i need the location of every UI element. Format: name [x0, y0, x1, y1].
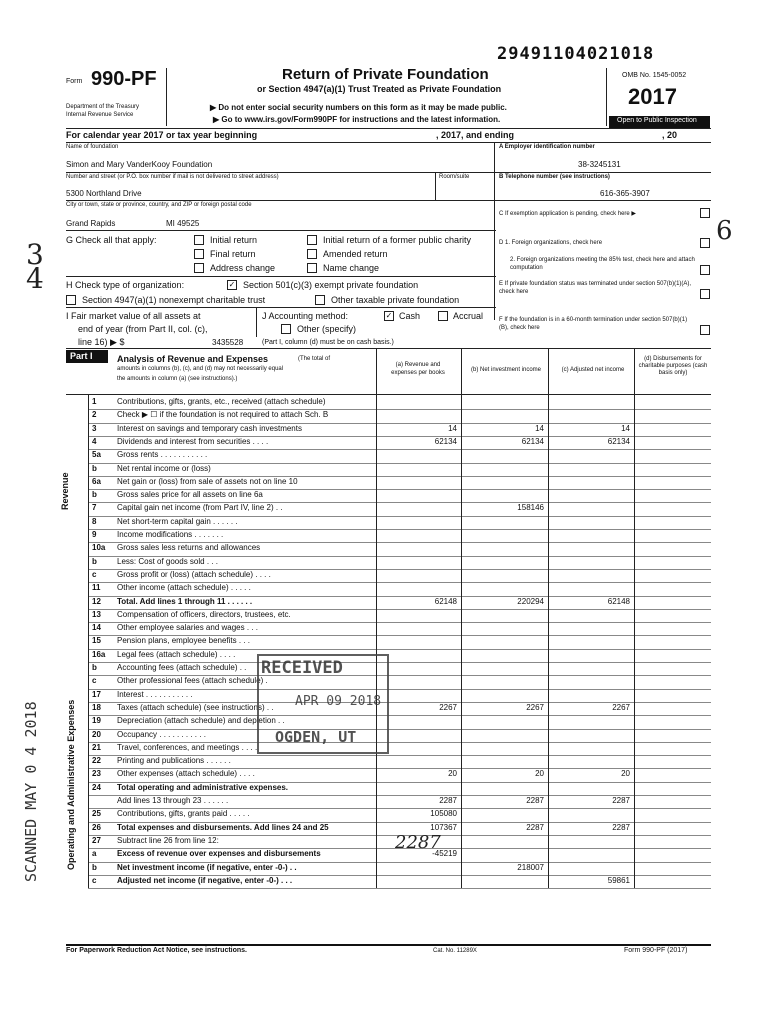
- foreign-org-checkbox[interactable]: [700, 238, 710, 248]
- row-label: Adjusted net income (if negative, enter -0-) . . .: [117, 875, 293, 885]
- cell-col-a[interactable]: -45219: [432, 849, 457, 859]
- 501c3-label: Section 501(c)(3) exempt private foundation: [243, 280, 419, 290]
- form-prefix: Form: [66, 78, 83, 85]
- dept-line2: Internal Revenue Service: [66, 112, 134, 118]
- notice-instructions: ▶ Go to www.irs.gov/Form990PF for instructions and the latest information.: [213, 115, 501, 124]
- foreign-85-label: 2. Foreign organizations meeting the 85% test, check here and attach computation: [510, 257, 695, 271]
- row-number: 5a: [92, 450, 101, 460]
- row-number: 12: [92, 596, 101, 606]
- cash-basis-note: (Part I, column (d) must be on cash basis.): [262, 339, 394, 346]
- form-title: Return of Private Foundation: [282, 66, 489, 83]
- row-number: 2: [92, 410, 97, 420]
- tax-year: 2017: [628, 84, 677, 109]
- row-label: Travel, conferences, and meetings . . . .: [117, 742, 258, 752]
- row-number: 20: [92, 729, 101, 739]
- phone-label: B Telephone number (see instructions): [499, 174, 610, 180]
- amended-return-checkbox[interactable]: [307, 249, 317, 259]
- fmv-value[interactable]: 3435528: [212, 338, 244, 347]
- row-number: 16a: [92, 649, 106, 659]
- row-label: Net short-term capital gain . . . . . .: [117, 516, 238, 526]
- row-number: b: [92, 663, 97, 672]
- row-label: Check ▶ ☐ if the foundation is not required to attach Sch. B: [117, 410, 329, 420]
- column-divider: [548, 394, 549, 888]
- termination-60month-checkbox[interactable]: [700, 325, 710, 335]
- final-return-label: Final return: [210, 249, 256, 259]
- state-zip[interactable]: MI 49525: [166, 219, 200, 228]
- row-number: 22: [92, 756, 101, 766]
- cell-col-a[interactable]: 20: [448, 769, 457, 779]
- row-label: Interest on savings and temporary cash investments: [117, 423, 302, 433]
- part-title: Analysis of Revenue and Expenses: [117, 354, 269, 364]
- exemption-pending-checkbox[interactable]: [700, 208, 710, 218]
- foreign-org-label: D 1. Foreign organizations, check here: [499, 240, 603, 246]
- row-label: Excess of revenue over expenses and disbursements: [117, 849, 321, 859]
- cell-col-c[interactable]: 14: [621, 423, 630, 433]
- row-number: 7: [92, 503, 97, 513]
- row-number: a: [92, 849, 97, 859]
- cell-col-a[interactable]: 62148: [434, 596, 457, 606]
- row-number: c: [92, 875, 97, 885]
- row-number: b: [92, 862, 97, 872]
- cell-col-b[interactable]: 2267: [526, 702, 544, 712]
- g-check-label: G Check all that apply:: [66, 235, 157, 245]
- row-label: Total expenses and disbursements. Add lines 24 and 25: [117, 822, 329, 832]
- ein-value[interactable]: 38-3245131: [578, 160, 621, 169]
- column-divider: [461, 394, 462, 888]
- row-number: 1: [92, 397, 97, 406]
- part-desc3: the amounts in column (a) (see instructions).): [117, 376, 238, 382]
- cell-col-c[interactable]: 59861: [607, 875, 630, 885]
- catalog-number: Cat. No. 11289X: [433, 948, 477, 954]
- row-label: Gross profit or (loss) (attach schedule) . . . .: [117, 569, 271, 579]
- cell-col-b[interactable]: 218007: [517, 862, 544, 872]
- row-label: Total. Add lines 1 through 11 . . . . . .: [117, 596, 253, 606]
- handwritten-2287: 2287: [395, 832, 441, 853]
- fmv-line2: end of year (from Part II, col. (c),: [78, 324, 208, 334]
- row-number: 19: [92, 716, 101, 726]
- cell-col-c[interactable]: 2287: [612, 796, 630, 805]
- row-label: Dividends and interest from securities . . . .: [117, 436, 269, 446]
- accounting-method-label: J Accounting method:: [262, 311, 349, 321]
- room-suite-label: Room/suite: [439, 174, 470, 180]
- row-label: Net rental income or (loss): [117, 463, 211, 473]
- h-type-label: H Check type of organization:: [66, 280, 185, 290]
- row-number: 17: [92, 689, 101, 699]
- revenue-side-label: Revenue: [60, 472, 70, 510]
- paperwork-notice: For Paperwork Reduction Act Notice, see instructions.: [66, 947, 247, 954]
- accrual-checkbox[interactable]: [438, 311, 448, 321]
- notice-ssn: ▶ Do not enter social security numbers on this form as it may be made public.: [210, 103, 507, 112]
- row-label: Income modifications . . . . . . .: [117, 530, 224, 539]
- cell-col-b[interactable]: 20: [535, 769, 544, 779]
- terminated-507b1a-label: E If private foundation status was terminated under section 507(b)(1)(A), check here: [499, 281, 692, 295]
- handwritten-margin-4: 4: [26, 262, 44, 295]
- row-label: Compensation of officers, directors, trustees, etc.: [117, 609, 291, 619]
- row-label: Less: Cost of goods sold . . .: [117, 556, 218, 566]
- row-number: 3: [92, 423, 97, 433]
- termination-60month-label: F If the foundation is in a 60-month termination under section 507(b)(1)(B), check here: [499, 317, 688, 331]
- column-divider: [376, 394, 377, 888]
- initial-former-charity-label: Initial return of a former public charity: [323, 235, 472, 245]
- cell-col-a[interactable]: 107367: [430, 822, 457, 832]
- column-divider: [634, 394, 635, 888]
- other-taxable-label: Other taxable private foundation: [331, 295, 460, 305]
- row-number: b: [92, 556, 97, 566]
- accrual-label: Accrual: [453, 311, 484, 321]
- row-number: 13: [92, 609, 101, 619]
- received-stamp-title: RECEIVED: [261, 658, 343, 678]
- cell-col-c[interactable]: 2287: [612, 822, 630, 832]
- row-label: Pension plans, employee benefits . . .: [117, 636, 250, 646]
- cell-col-c[interactable]: 62134: [607, 436, 630, 446]
- cell-col-b[interactable]: 158146: [517, 503, 544, 513]
- row-label: Other employee salaries and wages . . .: [117, 623, 258, 633]
- cell-col-c[interactable]: 62148: [607, 596, 630, 606]
- row-number: b: [92, 490, 97, 500]
- cell-col-b[interactable]: 14: [535, 423, 544, 433]
- row-number: 8: [92, 516, 97, 526]
- row-number: 25: [92, 809, 101, 819]
- row-number: b: [92, 463, 97, 473]
- row-label: Other professional fees (attach schedule) .: [117, 676, 268, 686]
- part-tag: Part I: [70, 351, 93, 361]
- received-stamp-city: OGDEN, UT: [275, 728, 357, 746]
- calendar-year-label: For calendar year 2017 or tax year beginning: [66, 130, 258, 140]
- 501c3-checkbox[interactable]: ✓: [228, 280, 236, 289]
- row-label: Legal fees (attach schedule) . . . .: [117, 649, 236, 659]
- row-label: Add lines 13 through 23 . . . . . .: [117, 796, 229, 805]
- other-method-checkbox[interactable]: [281, 324, 291, 334]
- row-label: Contributions, gifts, grants, etc., received (attach schedule): [117, 397, 326, 406]
- cell-col-b[interactable]: 2287: [526, 796, 544, 805]
- initial-return-label: Initial return: [210, 235, 258, 245]
- cell-col-b[interactable]: 62134: [521, 436, 544, 446]
- row-label: Contributions, gifts, grants paid . . . . .: [117, 809, 250, 819]
- phone-value[interactable]: 616-365-3907: [600, 189, 650, 198]
- row-label: Gross sales price for all assets on line 6a: [117, 490, 263, 500]
- row-label: Subtract line 26 from line 12:: [117, 835, 219, 845]
- row-label: Net gain or (loss) from sale of assets not on line 10: [117, 476, 298, 486]
- row-number: 10a: [92, 543, 106, 553]
- row-label: Accounting fees (attach schedule) . .: [117, 663, 247, 672]
- cell-col-b[interactable]: 220294: [517, 596, 544, 606]
- terminated-507b1a-checkbox[interactable]: [700, 289, 710, 299]
- row-number: 14: [92, 623, 101, 633]
- row-number: 24: [92, 782, 101, 792]
- received-stamp-date: APR 09 2018: [295, 694, 382, 709]
- city-label: City or town, state or province, country, and ZIP or foreign postal code: [66, 202, 252, 208]
- city-value[interactable]: Grand Rapids: [66, 219, 116, 228]
- row-number: c: [92, 676, 97, 686]
- row-label: Capital gain net income (from Part IV, line 2) . .: [117, 503, 283, 513]
- row-number: 15: [92, 636, 101, 646]
- col-c-header: (c) Adjusted net income: [561, 367, 625, 373]
- row-label: Taxes (attach schedule) (see instructions) . .: [117, 702, 274, 712]
- cell-col-a[interactable]: 2267: [439, 702, 457, 712]
- col-a-header: (a) Revenue and expenses per books: [391, 362, 445, 376]
- final-return-checkbox[interactable]: [194, 249, 204, 259]
- received-stamp: [257, 654, 389, 754]
- tax-year-end-suffix: , 20: [662, 130, 678, 140]
- col-d-header: (d) Disbursements for charitable purposes (cash basis only): [638, 356, 708, 376]
- form-footer-id: Form 990-PF (2017): [624, 947, 688, 954]
- row-divider: [88, 888, 711, 889]
- form-subtitle: or Section 4947(a)(1) Trust Treated as Private Foundation: [257, 84, 502, 94]
- part-desc2: amounts in columns (b), (c), and (d) may not necessarily equal: [117, 366, 284, 372]
- omb-number: OMB No. 1545-0052: [622, 72, 687, 79]
- row-number: 21: [92, 742, 101, 752]
- exemption-pending-label: C If exemption application is pending, check here ▶: [499, 211, 637, 217]
- cell-col-a[interactable]: 105080: [430, 809, 457, 819]
- row-label: Interest . . . . . . . . . . .: [117, 689, 193, 699]
- tax-year-ending-label: , 2017, and ending: [436, 130, 515, 140]
- row-number: 11: [92, 583, 101, 593]
- row-number: 27: [92, 835, 101, 845]
- row-label: Total operating and administrative expenses.: [117, 782, 289, 792]
- other-method-label: Other (specify): [297, 324, 357, 334]
- cell-col-b[interactable]: 2287: [526, 822, 544, 832]
- address-change-checkbox[interactable]: [194, 263, 204, 273]
- row-number: 26: [92, 822, 101, 832]
- street-label: Number and street (or P.O. box number if mail is not delivered to street address): [66, 174, 279, 180]
- foreign-85-checkbox[interactable]: [700, 265, 710, 275]
- cash-label: Cash: [399, 311, 421, 321]
- row-label: Gross rents . . . . . . . . . . .: [117, 450, 208, 460]
- ein-label: A Employer identification number: [499, 144, 595, 150]
- public-inspection-badge: Open to Public Inspection: [617, 117, 697, 124]
- row-number: 4: [92, 436, 97, 446]
- foundation-name[interactable]: Simon and Mary VanderKooy Foundation: [66, 160, 213, 169]
- row-number: c: [92, 569, 97, 579]
- dept-line1: Department of the Treasury: [66, 104, 140, 110]
- row-label: Other expenses (attach schedule) . . . .: [117, 769, 255, 779]
- cell-col-c[interactable]: 20: [621, 769, 630, 779]
- handwritten-margin-3: 3: [26, 238, 44, 271]
- amended-return-label: Amended return: [323, 249, 388, 259]
- name-change-label: Name change: [323, 263, 380, 273]
- 4947-trust-checkbox[interactable]: [66, 295, 76, 305]
- 4947-trust-label: Section 4947(a)(1) nonexempt charitable trust: [82, 295, 266, 305]
- column-divider: [88, 394, 89, 888]
- row-label: Net investment income (if negative, enter -0-) . .: [117, 862, 297, 872]
- row-number: 6a: [92, 476, 101, 486]
- cell-col-a[interactable]: 62134: [434, 436, 457, 446]
- name-change-checkbox[interactable]: [307, 263, 317, 273]
- expenses-side-label: Operating and Administrative Expenses: [66, 699, 76, 870]
- handwritten-6: 6: [716, 216, 733, 246]
- row-number: 18: [92, 702, 101, 712]
- part-desc1: (The total of: [298, 356, 331, 362]
- col-b-header: (b) Net investment income: [470, 367, 542, 373]
- row-label: Printing and publications . . . . . .: [117, 756, 231, 766]
- row-label: Other income (attach schedule) . . . . .: [117, 583, 251, 593]
- address-change-label: Address change: [210, 263, 276, 273]
- row-label: Gross sales less returns and allowances: [117, 543, 261, 553]
- cell-col-c[interactable]: 2267: [612, 702, 630, 712]
- cell-col-a[interactable]: 14: [448, 423, 457, 433]
- row-number: 9: [92, 530, 97, 539]
- street-address[interactable]: 5300 Northland Drive: [66, 189, 142, 198]
- row-label: Depreciation (attach schedule) and depletion . .: [117, 716, 285, 726]
- fmv-line3: line 16) ▶ $: [78, 337, 125, 347]
- cash-checkbox[interactable]: ✓: [385, 311, 393, 320]
- form-number: 990-PF: [91, 68, 157, 90]
- row-label: Occupancy . . . . . . . . . . .: [117, 729, 206, 739]
- initial-former-charity-checkbox[interactable]: [307, 235, 317, 245]
- initial-return-checkbox[interactable]: [194, 235, 204, 245]
- scanned-stamp: SCANNED MAY 0 4 2018: [22, 701, 40, 882]
- cell-col-a[interactable]: 2287: [439, 796, 457, 805]
- row-number: 23: [92, 769, 101, 779]
- fmv-line1: I Fair market value of all assets at: [66, 311, 201, 321]
- foundation-name-label: Name of foundation: [66, 144, 119, 150]
- document-locator-number: 29491104021018: [497, 44, 655, 64]
- other-taxable-checkbox[interactable]: [315, 295, 325, 305]
